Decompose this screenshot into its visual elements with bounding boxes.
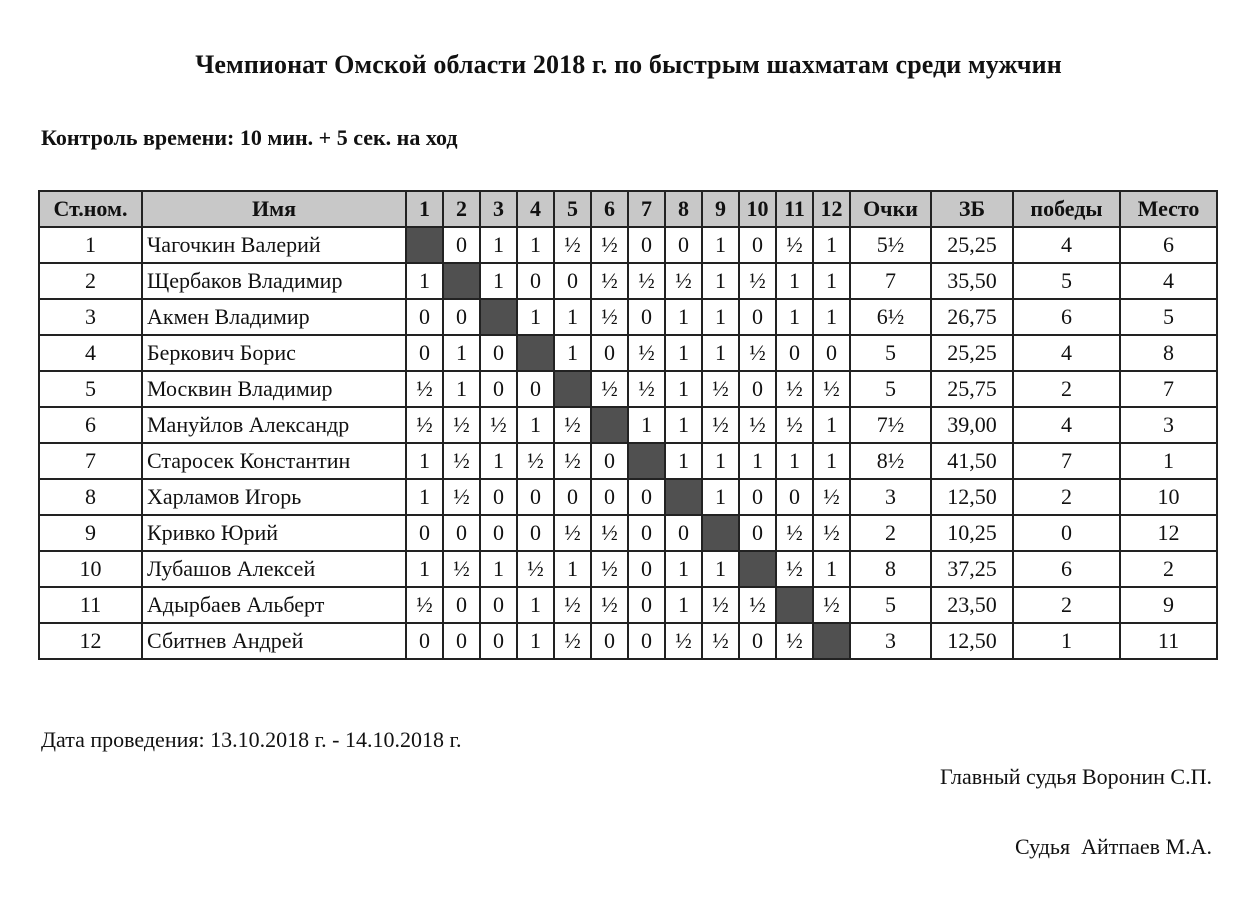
result-cell: 0 <box>628 551 665 587</box>
result-cell: 0 <box>628 479 665 515</box>
column-header: Ст.ном. <box>39 191 142 227</box>
place-cell: 4 <box>1120 263 1217 299</box>
diagonal-cell <box>480 299 517 335</box>
result-cell: ½ <box>813 515 850 551</box>
result-cell: ½ <box>554 227 591 263</box>
column-header: Очки <box>850 191 931 227</box>
result-cell: 1 <box>554 551 591 587</box>
result-cell: 0 <box>554 479 591 515</box>
result-cell: ½ <box>776 227 813 263</box>
result-cell: 1 <box>406 479 443 515</box>
result-cell: ½ <box>628 263 665 299</box>
result-cell: 0 <box>628 299 665 335</box>
result-cell: ½ <box>776 407 813 443</box>
points-cell: 7½ <box>850 407 931 443</box>
points-cell: 5 <box>850 371 931 407</box>
document-title: Чемпионат Омской области 2018 г. по быстрым шахматам среди мужчин <box>195 50 1062 79</box>
place-cell: 5 <box>1120 299 1217 335</box>
result-cell: 0 <box>628 515 665 551</box>
result-cell: 0 <box>628 587 665 623</box>
points-cell: 3 <box>850 623 931 659</box>
result-cell: 0 <box>813 335 850 371</box>
result-cell: 0 <box>776 335 813 371</box>
result-cell: 0 <box>591 623 628 659</box>
diagonal-cell <box>665 479 702 515</box>
result-cell: ½ <box>702 407 739 443</box>
result-cell: 1 <box>813 443 850 479</box>
result-cell: ½ <box>554 515 591 551</box>
table-row <box>39 515 1217 551</box>
table-row <box>39 335 1217 371</box>
chief-judge: Главный судья Воронин С.П. <box>939 764 1212 789</box>
result-cell: ½ <box>554 407 591 443</box>
result-cell: ½ <box>517 443 554 479</box>
table-row <box>39 299 1217 335</box>
result-cell: ½ <box>480 407 517 443</box>
points-cell: 6½ <box>850 299 931 335</box>
wins-cell: 4 <box>1013 407 1120 443</box>
result-cell: 1 <box>702 551 739 587</box>
column-header: 3 <box>480 191 517 227</box>
result-cell: ½ <box>665 263 702 299</box>
result-cell: ½ <box>739 263 776 299</box>
result-cell: 1 <box>554 299 591 335</box>
start-number-cell: 8 <box>39 479 142 515</box>
diagonal-cell <box>591 407 628 443</box>
column-header: 4 <box>517 191 554 227</box>
place-cell: 2 <box>1120 551 1217 587</box>
start-number-cell: 12 <box>39 623 142 659</box>
table-row <box>39 263 1217 299</box>
result-cell: 1 <box>776 299 813 335</box>
points-cell: 8 <box>850 551 931 587</box>
table-row <box>39 371 1217 407</box>
points-cell: 5 <box>850 587 931 623</box>
result-cell: 0 <box>480 335 517 371</box>
result-cell: 0 <box>554 263 591 299</box>
player-name-cell: Лубашов Алексей <box>142 551 406 587</box>
result-cell: 0 <box>739 227 776 263</box>
result-cell: 0 <box>406 299 443 335</box>
player-name-cell: Старосек Константин <box>142 443 406 479</box>
table-row <box>39 227 1217 263</box>
result-cell: ½ <box>517 551 554 587</box>
tiebreak-cell: 10,25 <box>931 515 1013 551</box>
result-cell: ½ <box>739 407 776 443</box>
result-cell: 1 <box>665 587 702 623</box>
result-cell: ½ <box>443 407 480 443</box>
result-cell: ½ <box>406 587 443 623</box>
start-number-cell: 1 <box>39 227 142 263</box>
wins-cell: 2 <box>1013 587 1120 623</box>
result-cell: 1 <box>665 371 702 407</box>
points-cell: 8½ <box>850 443 931 479</box>
start-number-cell: 6 <box>39 407 142 443</box>
table-row <box>39 443 1217 479</box>
table-row <box>39 623 1217 659</box>
wins-cell: 1 <box>1013 623 1120 659</box>
result-cell: 0 <box>517 515 554 551</box>
result-cell: ½ <box>443 443 480 479</box>
tiebreak-cell: 41,50 <box>931 443 1013 479</box>
result-cell: 0 <box>776 479 813 515</box>
tournament-dates: Дата проведения: 13.10.2018 г. - 14.10.2018 г. <box>41 727 462 752</box>
table-header-row <box>39 191 1217 227</box>
result-cell: 0 <box>665 515 702 551</box>
judge: Судья Айтпаев М.А. <box>1014 834 1212 859</box>
result-cell: ½ <box>554 443 591 479</box>
result-cell: 1 <box>776 443 813 479</box>
result-cell: 0 <box>739 371 776 407</box>
place-cell: 8 <box>1120 335 1217 371</box>
result-cell: 1 <box>443 335 480 371</box>
result-cell: 1 <box>665 551 702 587</box>
start-number-cell: 9 <box>39 515 142 551</box>
result-cell: ½ <box>406 407 443 443</box>
place-cell: 6 <box>1120 227 1217 263</box>
points-cell: 5½ <box>850 227 931 263</box>
result-cell: 0 <box>443 623 480 659</box>
result-cell: ½ <box>591 263 628 299</box>
tiebreak-cell: 25,75 <box>931 371 1013 407</box>
diagonal-cell <box>702 515 739 551</box>
result-cell: 1 <box>406 443 443 479</box>
wins-cell: 7 <box>1013 443 1120 479</box>
tiebreak-cell: 25,25 <box>931 227 1013 263</box>
result-cell: 1 <box>517 623 554 659</box>
place-cell: 7 <box>1120 371 1217 407</box>
result-cell: 0 <box>480 515 517 551</box>
tiebreak-cell: 26,75 <box>931 299 1013 335</box>
points-cell: 5 <box>850 335 931 371</box>
result-cell: 0 <box>739 299 776 335</box>
tiebreak-cell: 12,50 <box>931 623 1013 659</box>
result-cell: ½ <box>776 515 813 551</box>
wins-cell: 5 <box>1013 263 1120 299</box>
result-cell: 1 <box>517 299 554 335</box>
result-cell: 1 <box>480 551 517 587</box>
start-number-cell: 4 <box>39 335 142 371</box>
column-header: Место <box>1120 191 1217 227</box>
result-cell: 0 <box>739 623 776 659</box>
result-cell: ½ <box>591 227 628 263</box>
result-cell: 0 <box>443 299 480 335</box>
wins-cell: 6 <box>1013 299 1120 335</box>
player-name-cell: Москвин Владимир <box>142 371 406 407</box>
player-name-cell: Сбитнев Андрей <box>142 623 406 659</box>
result-cell: ½ <box>702 371 739 407</box>
tiebreak-cell: 23,50 <box>931 587 1013 623</box>
player-name-cell: Щербаков Владимир <box>142 263 406 299</box>
time-control-line: Контроль времени: 10 мин. + 5 сек. на ход <box>41 125 458 150</box>
column-header: ЗБ <box>931 191 1013 227</box>
result-cell: 0 <box>443 227 480 263</box>
result-cell: 0 <box>665 227 702 263</box>
result-cell: 0 <box>517 263 554 299</box>
column-header: 11 <box>776 191 813 227</box>
diagonal-cell <box>813 623 850 659</box>
result-cell: 1 <box>702 299 739 335</box>
result-cell: 1 <box>813 551 850 587</box>
crosstable <box>38 190 1218 660</box>
result-cell: 1 <box>813 299 850 335</box>
column-header: 1 <box>406 191 443 227</box>
result-cell: 0 <box>443 587 480 623</box>
result-cell: 1 <box>480 263 517 299</box>
player-name-cell: Чагочкин Валерий <box>142 227 406 263</box>
points-cell: 3 <box>850 479 931 515</box>
start-number-cell: 5 <box>39 371 142 407</box>
place-cell: 1 <box>1120 443 1217 479</box>
result-cell: 1 <box>628 407 665 443</box>
result-cell: ½ <box>628 335 665 371</box>
diagonal-cell <box>517 335 554 371</box>
result-cell: ½ <box>591 587 628 623</box>
table-row <box>39 587 1217 623</box>
wins-cell: 4 <box>1013 227 1120 263</box>
player-name-cell: Акмен Владимир <box>142 299 406 335</box>
result-cell: 1 <box>406 551 443 587</box>
wins-cell: 2 <box>1013 371 1120 407</box>
result-cell: ½ <box>591 371 628 407</box>
result-cell: 1 <box>813 407 850 443</box>
result-cell: 0 <box>406 515 443 551</box>
result-cell: 0 <box>591 479 628 515</box>
start-number-cell: 3 <box>39 299 142 335</box>
result-cell: 0 <box>591 443 628 479</box>
diagonal-cell <box>776 587 813 623</box>
result-cell: 1 <box>665 443 702 479</box>
result-cell: ½ <box>813 371 850 407</box>
result-cell: ½ <box>443 479 480 515</box>
wins-cell: 0 <box>1013 515 1120 551</box>
start-number-cell: 10 <box>39 551 142 587</box>
result-cell: 0 <box>406 623 443 659</box>
column-header: 5 <box>554 191 591 227</box>
result-cell: ½ <box>591 551 628 587</box>
result-cell: ½ <box>702 623 739 659</box>
column-header: 9 <box>702 191 739 227</box>
result-cell: 1 <box>517 407 554 443</box>
result-cell: ½ <box>776 371 813 407</box>
wins-cell: 6 <box>1013 551 1120 587</box>
result-cell: 0 <box>628 623 665 659</box>
place-cell: 12 <box>1120 515 1217 551</box>
result-cell: 0 <box>517 371 554 407</box>
points-cell: 7 <box>850 263 931 299</box>
result-cell: 0 <box>406 335 443 371</box>
table-row <box>39 479 1217 515</box>
result-cell: 0 <box>739 479 776 515</box>
result-cell: 1 <box>702 443 739 479</box>
result-cell: ½ <box>443 551 480 587</box>
result-cell: ½ <box>554 623 591 659</box>
table-row <box>39 551 1217 587</box>
result-cell: 1 <box>517 227 554 263</box>
place-cell: 3 <box>1120 407 1217 443</box>
tiebreak-cell: 12,50 <box>931 479 1013 515</box>
table-row <box>39 407 1217 443</box>
result-cell: ½ <box>739 335 776 371</box>
tiebreak-cell: 25,25 <box>931 335 1013 371</box>
start-number-cell: 2 <box>39 263 142 299</box>
place-cell: 11 <box>1120 623 1217 659</box>
result-cell: ½ <box>776 623 813 659</box>
result-cell: ½ <box>813 587 850 623</box>
result-cell: 1 <box>480 227 517 263</box>
result-cell: 1 <box>702 263 739 299</box>
result-cell: 1 <box>739 443 776 479</box>
column-header: победы <box>1013 191 1120 227</box>
result-cell: 1 <box>702 335 739 371</box>
wins-cell: 4 <box>1013 335 1120 371</box>
player-name-cell: Мануйлов Александр <box>142 407 406 443</box>
result-cell: ½ <box>406 371 443 407</box>
column-header: 2 <box>443 191 480 227</box>
result-cell: 1 <box>480 443 517 479</box>
wins-cell: 2 <box>1013 479 1120 515</box>
result-cell: 1 <box>517 587 554 623</box>
player-name-cell: Беркович Борис <box>142 335 406 371</box>
column-header: 6 <box>591 191 628 227</box>
player-name-cell: Харламов Игорь <box>142 479 406 515</box>
result-cell: 0 <box>739 515 776 551</box>
result-cell: ½ <box>776 551 813 587</box>
column-header: 8 <box>665 191 702 227</box>
result-cell: 0 <box>480 479 517 515</box>
place-cell: 10 <box>1120 479 1217 515</box>
player-name-cell: Адырбаев Альберт <box>142 587 406 623</box>
result-cell: 1 <box>702 479 739 515</box>
tiebreak-cell: 35,50 <box>931 263 1013 299</box>
result-cell: ½ <box>591 299 628 335</box>
result-cell: 0 <box>480 623 517 659</box>
result-cell: 1 <box>776 263 813 299</box>
result-cell: 1 <box>813 227 850 263</box>
start-number-cell: 11 <box>39 587 142 623</box>
tiebreak-cell: 39,00 <box>931 407 1013 443</box>
points-cell: 2 <box>850 515 931 551</box>
result-cell: ½ <box>702 587 739 623</box>
result-cell: 0 <box>480 587 517 623</box>
diagonal-cell <box>443 263 480 299</box>
diagonal-cell <box>554 371 591 407</box>
diagonal-cell <box>739 551 776 587</box>
result-cell: 1 <box>665 299 702 335</box>
result-cell: 1 <box>702 227 739 263</box>
result-cell: 1 <box>665 335 702 371</box>
diagonal-cell <box>628 443 665 479</box>
diagonal-cell <box>406 227 443 263</box>
result-cell: ½ <box>813 479 850 515</box>
result-cell: 0 <box>628 227 665 263</box>
column-header: 7 <box>628 191 665 227</box>
column-header: Имя <box>142 191 406 227</box>
result-cell: ½ <box>628 371 665 407</box>
result-cell: 0 <box>517 479 554 515</box>
tiebreak-cell: 37,25 <box>931 551 1013 587</box>
column-header: 12 <box>813 191 850 227</box>
result-cell: 0 <box>480 371 517 407</box>
place-cell: 9 <box>1120 587 1217 623</box>
player-name-cell: Кривко Юрий <box>142 515 406 551</box>
result-cell: 0 <box>591 335 628 371</box>
result-cell: ½ <box>739 587 776 623</box>
result-cell: ½ <box>665 623 702 659</box>
result-cell: 1 <box>813 263 850 299</box>
column-header: 10 <box>739 191 776 227</box>
result-cell: 0 <box>443 515 480 551</box>
result-cell: ½ <box>554 587 591 623</box>
start-number-cell: 7 <box>39 443 142 479</box>
table-body <box>39 227 1217 659</box>
result-cell: 1 <box>443 371 480 407</box>
result-cell: ½ <box>591 515 628 551</box>
result-cell: 1 <box>406 263 443 299</box>
result-cell: 1 <box>554 335 591 371</box>
result-cell: 1 <box>665 407 702 443</box>
